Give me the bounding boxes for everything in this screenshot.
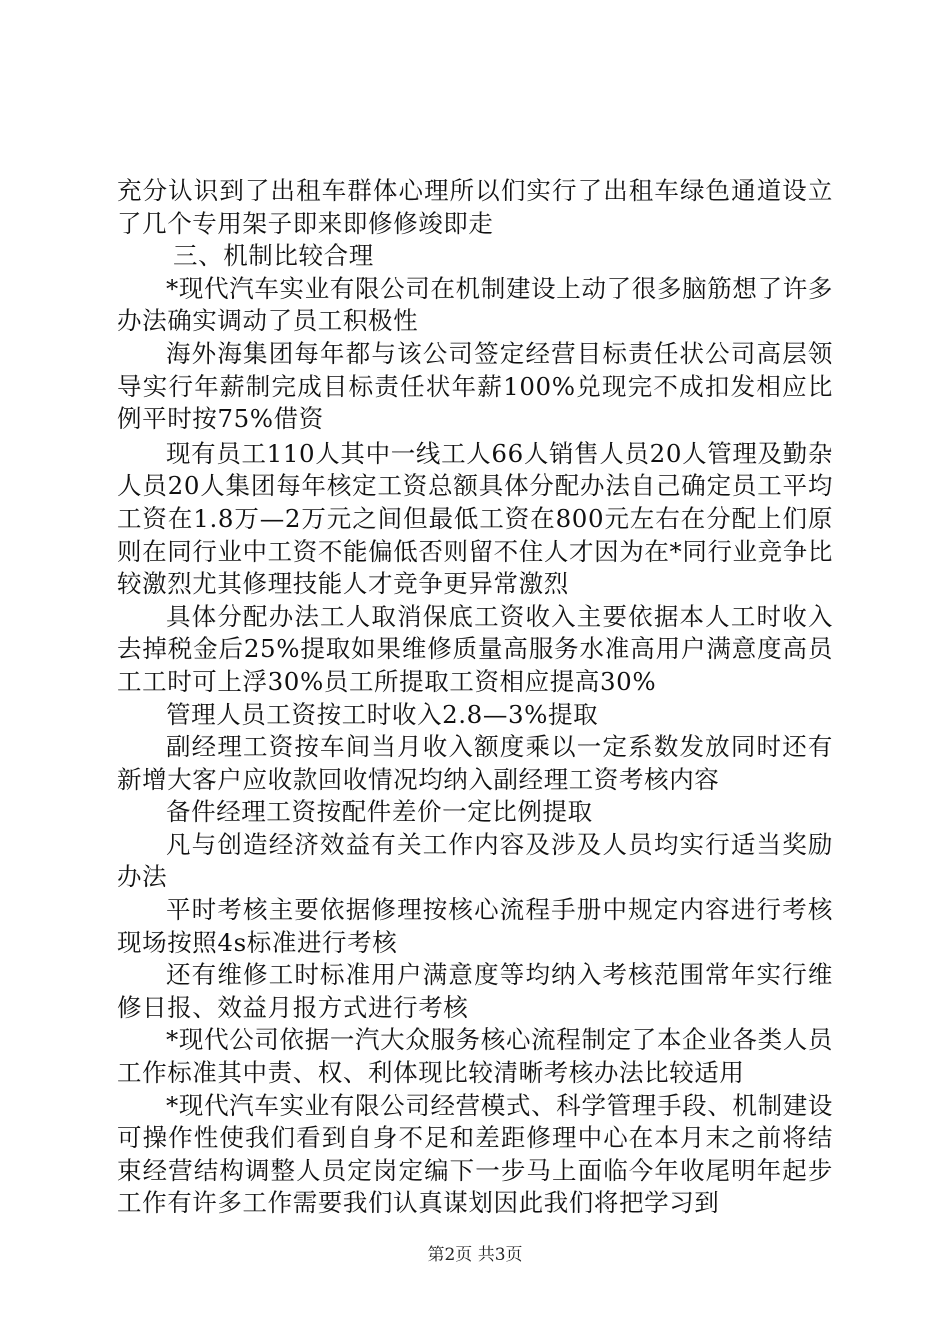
section-heading: 三、机制比较合理	[173, 241, 374, 271]
paragraph-9: 备件经理工资按配件差价一定比例提取	[166, 797, 593, 827]
paragraph-6: 具体分配办法工人取消保底工资收入主要依据本人工时收入去掉税金后25%提取如果维修质量高服务水准高用户满意度高员工工时可上浮30%员工所提取工资相应提高30%	[117, 601, 833, 696]
paragraph-3: *现代汽车实业有限公司在机制建设上动了很多脑筋想了许多办法确实调动了员工积极性	[117, 273, 833, 336]
paragraph-5: 现有员工110人其中一线工人66人销售人员20人管理及勤杂人员20人集团每年核定工资总额具体分配办法自己确定员工平均工资在1.8万—2万元之间但最低工资在800元左右在分配上们原则在同行业中工资不能偏低否则留不住人才因为在*同行业竞争比较激烈尤其修理技能人才竞争更异常激烈	[117, 438, 833, 599]
document-body	[117, 175, 833, 1220]
paragraph-4: 海外海集团每年都与该公司签定经营目标责任状公司高层领导实行年薪制完成目标责任状年薪100%兑现完不成扣发相应比例平时按75%借资	[117, 338, 833, 434]
paragraph-14: *现代汽车实业有限公司经营模式、科学管理手段、机制建设可操作性使我们看到自身不足和差距修理中心在本月末之前将结束经营结构调整人员定岗定编下一步马上面临今年收尾明年起步工作有许多工作需要我们认真谋划因此我们将把学习到	[117, 1090, 833, 1218]
paragraph-8: 副经理工资按车间当月收入额度乘以一定系数发放同时还有新增大客户应收款回收情况均纳入副经理工资考核内容	[117, 732, 833, 794]
paragraph-1: 充分认识到了出租车群体心理所以们实行了出租车绿色通道设立了几个专用架子即来即修修竣即走	[117, 176, 833, 238]
page-number-footer: 第2页 共3页	[427, 1245, 523, 1265]
paragraph-10: 凡与创造经济效益有关工作内容及涉及人员均实行适当奖励办法	[117, 829, 833, 892]
paragraph-13: *现代公司依据一汽大众服务核心流程制定了本企业各类人员工作标准其中责、权、利体现比较清晰考核办法比较适用	[117, 1025, 833, 1088]
paragraph-12: 还有维修工时标准用户满意度等均纳入考核范围常年实行维修日报、效益月报方式进行考核	[117, 960, 833, 1022]
paragraph-11: 平时考核主要依据修理按核心流程手册中规定内容进行考核现场按照4s标准进行考核	[117, 895, 833, 957]
paragraph-7: 管理人员工资按工时收入2.8—3%提取	[166, 699, 599, 729]
